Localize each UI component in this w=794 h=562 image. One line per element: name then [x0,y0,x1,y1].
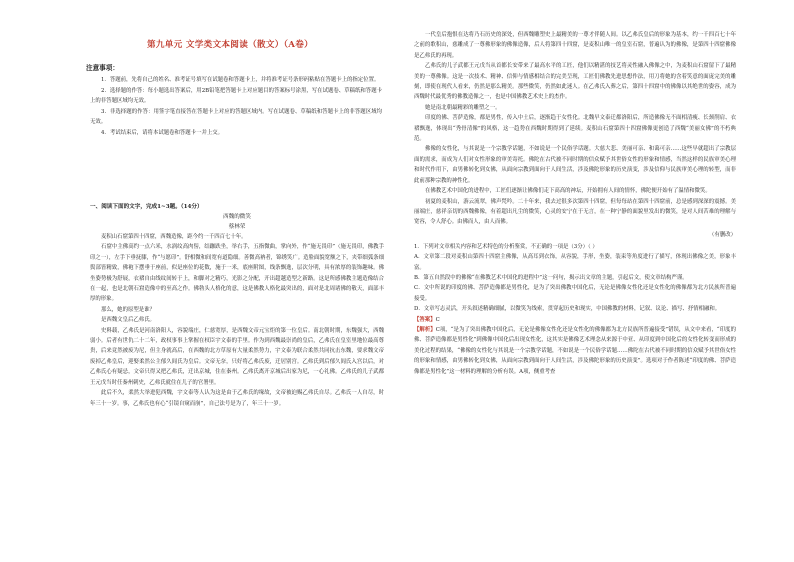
section-heading: 一、阅读下面的文字，完成1~3题。（14分） [90,204,203,210]
notes-list [90,75,382,139]
analysis-line [414,325,736,377]
question-stem: 1．下列对文章相关内容和艺术特色的分析鉴赏，不正确的一项是（3分）（ ） [414,243,598,250]
essay-title: 西魏的微笑 [223,214,251,220]
essay-paragraph: 印度的佛、菩萨造像，都是男性，传入中土后，逐渐趋于女性化。北魏早文泰迁都洛阳后，所造佛像无不面相清瘦、长颈削肩、衣褶飘逸，体现出“秀骨清像”的风格，这一趋势在西魏时期得到了延续。麦积山石窟第四十四窟佛像更创造了西魏“美丽女佛”的不朽典范。 [414,115,736,143]
question-option-b: B．第五自然段中的佛像“在佛教艺术中国化的进程中”这一问句，揭示出文章的主题，引起后文，使文章结构严谨。 [414,274,688,281]
notes-heading: 注意事项： [86,64,119,72]
essay-paragraph: 那么，她的原型是谁？ [101,306,155,313]
essay-paragraph: 一代皇后抱恨在达将乃石历史的深处，但西魏雕塑史上最精美的一尊才伴随人间。以乙弗氏皇后的形象为基本，约一千四百七十年之前的歌积山，慈雕成了一尊佛形象的佛像造像，后人将第四十四窟，是麦积山唯一的皇室石窟，普遍认为的佛像，是第四十四窟佛像是乙弗氏的再现。 [414,32,736,59]
question-option-c: C．文中所说的印度的佛、菩萨造像都是男性化，是为了突出佛教中国化后，无论是佛像女性化还是女性化的佛像都为北方民族所普遍接受。 [414,285,736,302]
answer-line [414,315,736,325]
essay-paragraph: 石窟中主佛高约一点六米，水涡纹高肉髻，结跏趺坐，举右手，五指微曲，掌向外，作“施无畏印”（施无畏印，佛教手印之一），左手下垂抚膝，作“与愿印”。舒相微和间宽有道隐细。善微高衲者，锦绣笑广。造脸面貌宽额之下，夹带细弧条细鬓部皆精致，佛袍下摆垂于座前，似是座位的花数，施于一米，底座附图，线条飘逸，层次分明，具有浓厚的装饰趣味。佛坐姿势极为舒展，衣褶自由线纹间转于上，和脚对之精巧，光影之分配，开出超越造型之新路。这是所感佛教主题造像结合在一起，也是北朝石窟造像中的至高之作。佛勃头人格化的意，这是佛教人格化最突出的，面对是北周诸佛的敬天，面部丰厚的形象。 [90,244,384,303]
essay-paragraph: 初夏的麦积山，游云流翠，佛声梵吟。二十年来，我去过很多次第四十四窟，但每每站在第四十四窟前，总是感到深深的震撼。美丽端庄，慈祥亲切的西魏佛像，有着超出凡尘的微笑，心灵的安宁在于无言，在一种宁静的面貌里发出的微笑，是对人间苦难的理解与宽容，令人舒心。由佛而人，由人而佛。 [414,198,736,226]
answer-label: 【答案】 [414,316,436,323]
analysis-text: C项，“是为了突出佛教中国化后，无论是佛像女性化还是女性化的佛像都为北方民族所普遍接受”错误，从文中来看，“印度的佛、菩萨造像都是男性化”到佛像中国化后出现女性化，这其实是佛像艺术理念从来源于中亚、从印度到中国化后的女性化转变而形成的美化过程的结果，“佛像的女性化与其说是一个宗教学话题，不如说是一个民俗学话题……佛陀在古代被不同时期的信众赋予其世俗女性的形象和情感，由男佛转化到女佛，从面向宗教到面向于人间生活，涉及佛陀形象的历史演变”。选项对于作者陈述“印度的佛、菩萨造像都是男性化”这一材料的理解的分析有误。A项，侧重考查 [414,326,736,375]
document-title: 第九单元 文学类文本阅读（散文）（A卷） [146,40,314,50]
essay-paragraph: 麦积山石窟第四十四窟，西魏造像，距今约一千四百七十年。 [101,234,247,240]
essay-paragraph: 史料载，乙弗氏是河南洛阳人，容貌端庄，仁慈宽厚，是西魏文帝元宝炬的第一位皇后。南北朝时期，东魏强大，西魏弱小。后者有世仇二十二年，政权事事上掌握在权臣宇文泰的手里。作为到西魏最崇尚的皇后，乙弗氏在皇室里地位最高尊贵，后来竟然被废为尼，但主身就高后，在西魏的北方草原有大量柔然势力，宇文泰为联合柔然共同抗击东魏，要求魏文帝废掉乙弗皇后，迎娶柔然公主郁久闾氏为皇后。文帝无奈，只好将乙弗氏废，迁居别宫。乙弗氏到后郁久闾氏入宫以后，对乙弗氏心有疑忌，文帝只得又把乙弗氏，迁出京城，住在秦州。乙弗氏离开京城后出家为尼，一心礼佛。乙弗氏的儿子武都王元戊当时任秦州刺史，乙弗氏就住在儿子的官署里。 [90,327,384,386]
analysis-label: 【解析】 [414,326,436,333]
source-note: （有删改） [709,231,736,238]
essay-paragraph: 乙弗氏的儿子武都王元戊当从首都长安带来了最高水平的工匠，他们以精湛的技艺将灵性融入佛像之中，为麦积山石窟留下了最精美的一尊佛像。这是一次技术、精神、信仰与情感相结合的完美呈现，工匠们佛教先进思想作法，用刀将她的含着笑意的面庞完美的雕刻，即使在现代人看来，仍然是那么精美。那些微笑，仍然如此迷人。在乙弗氏入葬之后，第四十四窟中的佛像以其绝世的姿容，成为西魏时代最优秀的佛教造像之一，也是中国佛教艺术史上的杰作。 [414,63,736,101]
note-item: 4．考试结束后，请将本试题卷和答题卡一并上交。 [101,129,224,136]
question-option-d: D．文章写志灵活，开头叙述精确细腻，以微笑为线索，贯穿起历史和现实，中国佛教的材料，记叙、议论、描写、抒情相融和。 [414,306,721,313]
answer-value: C [435,316,440,323]
note-item: 1．答题前，先将自己的姓名、准考证号填写在试题卷和答题卡上，并将准考证号条形码粘贴在答题卡上的指定位置。 [101,77,380,83]
note-item: 3．非选择题的作答：用签字笔直接答在答题卡上对应的答题区域内。写在试题卷、草稿纸和答题卡上的非答题区域均无效。 [90,108,382,126]
essay-paragraph: 在佛教艺术中国化的进程中，工匠们逐渐让佛像们走下高高的神坛，开始拥有人间的情怀，佛陀便开始有了温情和微笑。 [425,188,711,195]
essay-paragraph: 佛像的女性化，与其说是一个宗教学话题，不如说是一个民俗学话题。大慈大悲、美丽可亲、和蔼可亲……这些早就超出了宗教层面的需求，而成为人们对女性形象的审美寄托。佛陀在古代被不同时期的信众赋予其世俗女性的形象和情感，当然这样的民族审美心理和时代作用下，由男佛转化到女佛，从面向宗教到面向于人间生活，涉及佛陀形象的历史演变，涉及信仰与民族审美心理的转型，而非此前那种宗教的神性化。 [414,146,736,184]
note-item: 2．选择题的作答：每小题选出答案后，用2B铅笔把答题卡上对应题目的答案标号涂黑，写在试题卷、草稿纸和答题卡上的非答题区域均无效。 [90,87,382,105]
essay-paragraph: 此后不久，柔然大举进犯西魏，宇文泰等人认为这是由于乙弗氏的缘故，文帝被迫赐乙弗氏自尽。乙弗氏一人自尽，时年三十一岁。事，乙弗氏也有心“引镜自窥而崩”，自己法号是为了，年三十一岁。 [90,390,384,407]
essay-paragraph: 是西魏文皇后乙弗氏。 [101,317,155,324]
essay-body-right [414,30,736,377]
question-option-a: A．文章第二段对麦积山第四十四窟主佛像，从高耳到衣饰，从容貌，手形，坐姿，装束等角度进行了描写，体现出佛像之美，形象丰富。 [414,254,736,271]
essay-paragraph: 她是南北朝最精彩的雕塑之一。 [425,104,501,111]
essay-body-left [90,232,384,409]
essay-author: 蔡林荣 [228,224,246,230]
